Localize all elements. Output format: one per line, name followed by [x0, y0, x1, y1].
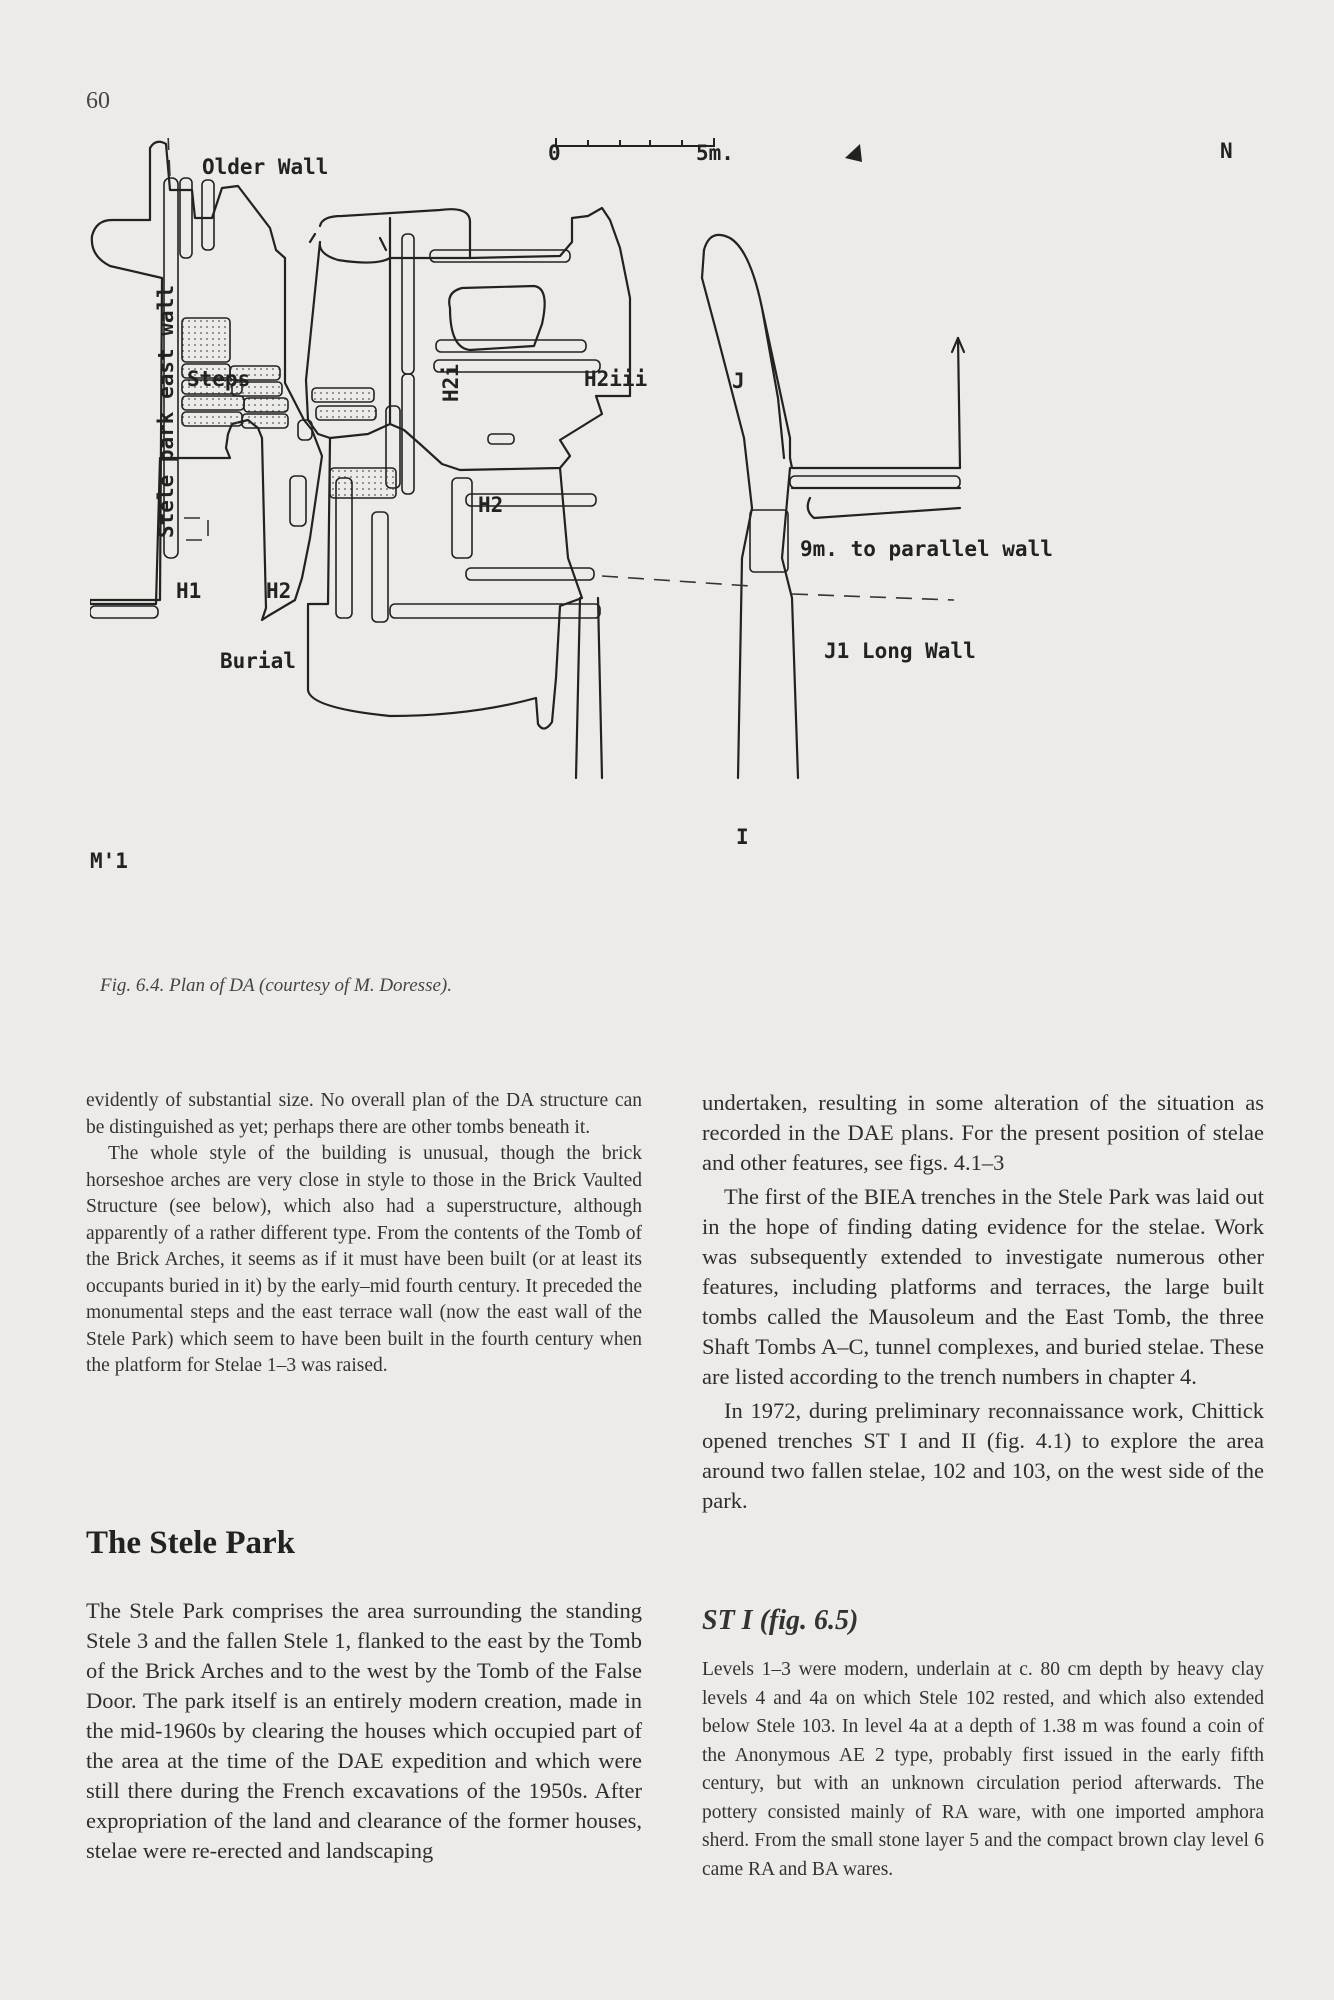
right-column-bottom	[702, 1656, 1264, 1884]
label-parallel-wall: 9m. to parallel wall	[800, 537, 1053, 561]
north-arrow-icon	[845, 144, 862, 162]
label-h2iii: H2iii	[584, 367, 648, 391]
sub-heading: ST I (fig. 6.5)	[702, 1605, 859, 1636]
left-paragraph-2: The whole style of the building is unusual, though the brick horseshoe arches are very close in style to those in the Brick Vaulted Structure (see below), which also had a superstructure, although apparently of a rather different type. From the contents of the Tomb of the Brick Arches, it seems as if it must have been built (or at least its occupants buried in it) by the early–mid fourth century. It preceded the monumental steps and the east terrace wall (now the east wall of the Stele Park) which seem to have been built in the fourth century when the platform for Stelae 1–3 was raised.	[86, 1143, 642, 1376]
label-burial: Burial	[220, 649, 296, 673]
right-paragraph-1: undertaken, resulting in some alteration of the situation as recorded in the DAE plans. For the present position of stelae and other features, see figs. 4.1–3	[702, 1090, 1264, 1175]
site-plan-drawing	[90, 138, 1260, 928]
section-heading: The Stele Park	[86, 1525, 295, 1561]
scale-bar	[556, 138, 714, 146]
middle-block-outline	[306, 209, 470, 438]
h2-room-outline	[390, 208, 630, 470]
left-column-bottom	[86, 1596, 642, 1866]
right-paragraph-4: Levels 1–3 were modern, underlain at c. 80 cm depth by heavy clay levels 4 and 4a on which Stele 102 rested, and which also extended below Stele 103. In level 4a at a depth of 1.38 m was found a coin of the Anonymous AE 2 type, probably first issued in the early fifth century, but with an unknown circulation period afterwards. The pottery consisted mainly of RA ware, with one imported amphora sherd. From the small stone layer 5 and the compact brown clay level 6 came RA and BA wares.	[702, 1659, 1264, 1880]
label-m1: M'1	[90, 849, 128, 873]
m1-stones	[90, 606, 158, 618]
h2-stones	[290, 234, 600, 622]
label-h2-left: H2	[266, 579, 292, 603]
site-plan-figure	[90, 138, 1260, 928]
left-paragraph-1: evidently of substantial size. No overall plan of the DA structure can be distinguished as yet; perhaps there are other tombs beneath it.	[86, 1090, 642, 1138]
label-i: I	[736, 825, 749, 849]
north-label: N	[1220, 139, 1233, 163]
scale-five: 5m.	[696, 141, 734, 165]
label-j1-long-wall: J1 Long Wall	[824, 639, 976, 663]
right-paragraph-2: The first of the BIEA trenches in the Stele Park was laid out in the hope of finding dating evidence for the stelae. Work was subsequently extended to investigate numerous other features, including platforms and terraces, the large built tombs called the Mausoleum and the East Tomb, the three Shaft Tombs A–C, tunnel complexes, and buried stelae. These are listed according to the trench numbers in chapter 4.	[702, 1184, 1264, 1389]
label-stele-park-east-wall: Stele park east wall	[154, 285, 178, 538]
right-paragraph-3: In 1972, during preliminary reconnaissance work, Chittick opened trenches ST I and II (fig. 4.1) to explore the area around two fallen stelae, 102 and 103, on the west side of the park.	[702, 1398, 1264, 1513]
label-j: J	[732, 369, 745, 393]
right-column-top	[702, 1088, 1264, 1516]
page-number: 60	[86, 88, 110, 114]
left-paragraph-3: The Stele Park comprises the area surrounding the standing Stele 3 and the fallen Stele 1, flanked to the east by the Tomb of the Brick Arches and to the west by the Tomb of the False Door. The park itself is an entirely modern creation, made in the mid-1960s by clearing the houses which occupied part of the area at the time of the DAE expedition and which were still there during the French excavations of the 1950s. After expropriation of the land and clearance of the former houses, stelae were re-erected and landscaping	[86, 1598, 642, 1863]
figure-caption: Fig. 6.4. Plan of DA (courtesy of M. Doresse).	[100, 975, 452, 996]
label-steps: Steps	[187, 367, 251, 391]
left-column-top	[86, 1088, 642, 1380]
label-h1: H1	[176, 579, 202, 603]
scale-zero: 0	[548, 141, 561, 165]
label-older-wall: Older Wall	[202, 155, 329, 179]
label-h2: H2	[478, 493, 504, 517]
label-h2i: H2i	[439, 364, 463, 402]
